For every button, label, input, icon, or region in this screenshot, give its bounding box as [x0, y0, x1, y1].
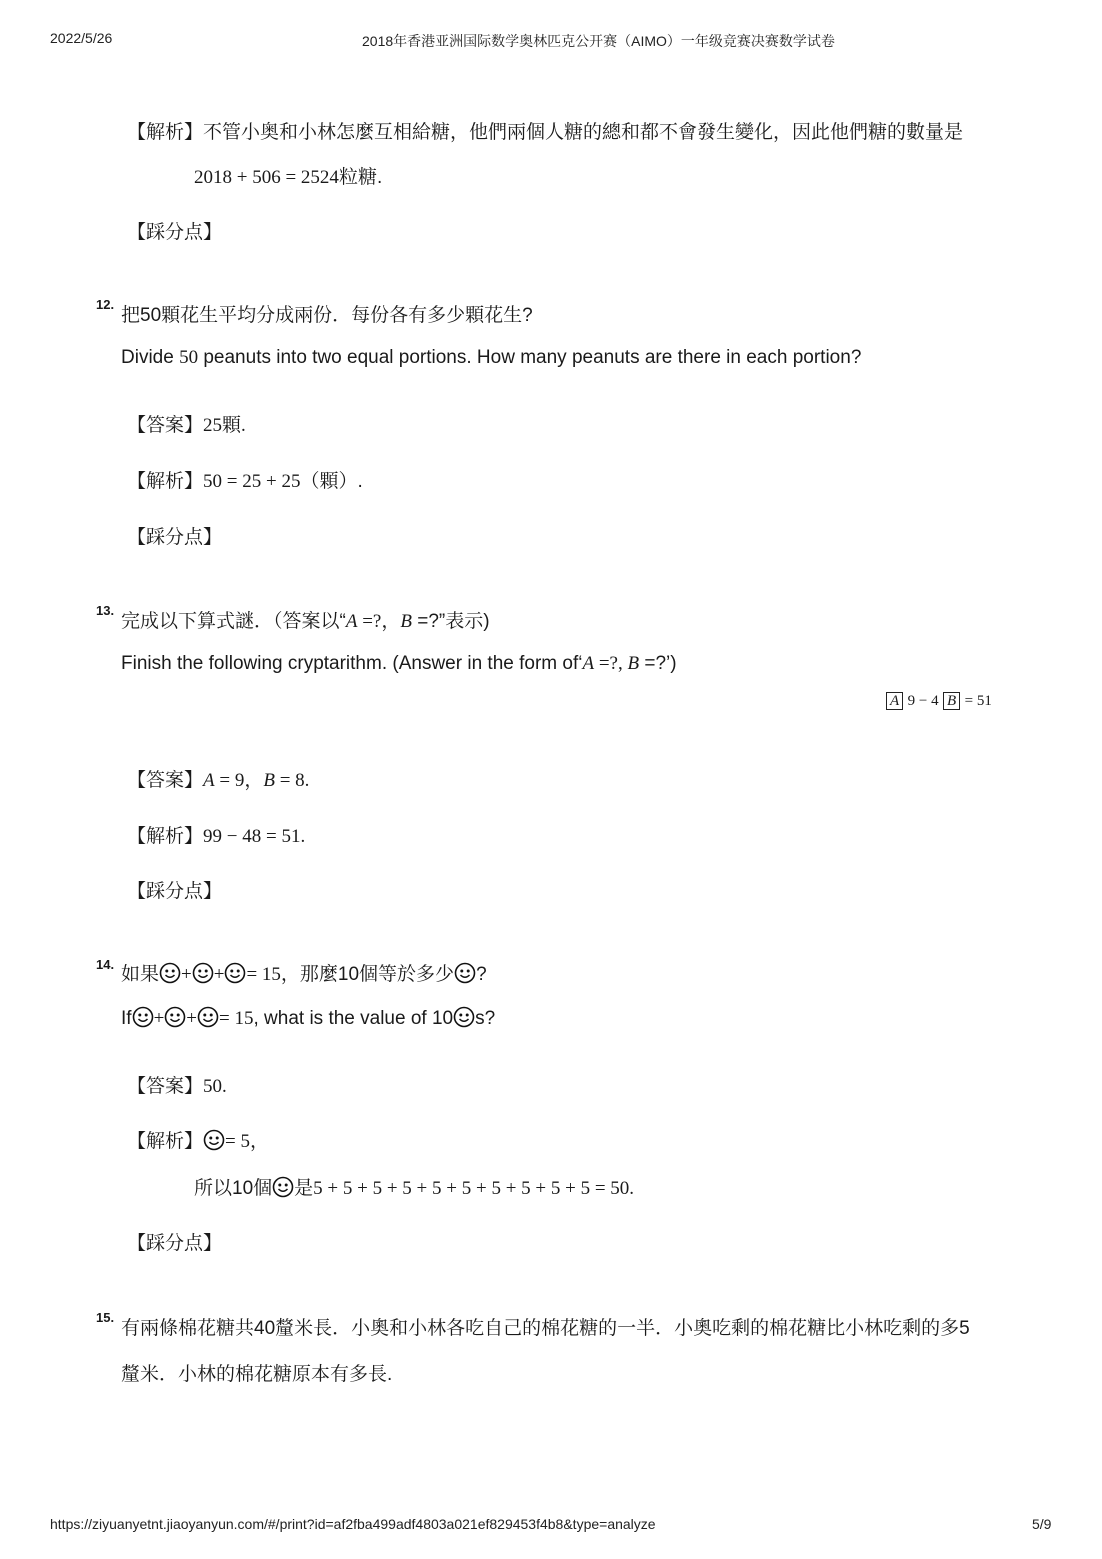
q14-number: 14. [96, 957, 115, 972]
q14-eq15: = 15 [246, 964, 281, 985]
q13-answer-b-val: = 8. [274, 770, 310, 791]
q13-answer-var-b: B [263, 770, 275, 791]
q13-box-a: A [886, 692, 903, 710]
q14-en-pre: If [121, 1008, 132, 1029]
q14-analysis2-pre: 所以10個 [194, 1178, 273, 1199]
q12-question-zh: 把50顆花生平均分成兩份．每份各有多少顆花生? [121, 305, 533, 326]
q12-question-en [121, 347, 861, 369]
q13-en-var-b: B [627, 653, 640, 674]
q14-zh-mid: ，那麼10個等於多少 [280, 964, 455, 985]
q14-analysis [127, 1126, 269, 1153]
q14-en-mid: , what is the value of 10 [253, 1008, 454, 1029]
plus-sign: + [186, 1008, 197, 1029]
q12-points-label: 【踩分点】 [127, 527, 223, 548]
q11-formula: 2018 + 506 = 2524 [194, 167, 339, 188]
q13-number: 13. [96, 603, 115, 618]
smiley-face-icon [164, 1006, 186, 1028]
q11-unit: 粒糖. [338, 167, 383, 188]
q12-en-post: peanuts into two equal portions. How many peanuts are there in each portion? [198, 347, 862, 368]
q13-analysis-formula: 99 − 48 = 51. [203, 826, 306, 847]
answer-label: 【答案】 [127, 770, 204, 791]
smiley-face-icon [453, 1006, 475, 1028]
smiley-face-icon [192, 962, 214, 984]
q12-number: 12. [96, 297, 115, 312]
q14-analysis2-mid: 是 [294, 1178, 314, 1199]
q13-en-eq1: =?, [594, 653, 628, 674]
analysis-label: 【解析】 [127, 122, 204, 143]
page-number: 5/9 [1032, 1516, 1052, 1532]
smiley-face-icon [454, 962, 476, 984]
q13-en-var-a: A [582, 653, 595, 674]
q13-zh-var-a: A [345, 611, 358, 632]
q12-en-pre: Divide [121, 347, 180, 368]
q14-answer-value: 50. [203, 1076, 227, 1097]
analysis-label: 【解析】 [127, 1131, 204, 1152]
q14-analysis2-formula: 5 + 5 + 5 + 5 + 5 + 5 + 5 + 5 + 5 + 5 = 50. [313, 1178, 635, 1199]
plus-sign: + [153, 1008, 165, 1029]
q13-zh-eq2: =?”表示) [411, 611, 490, 632]
q15-number: 15. [96, 1310, 115, 1325]
q13-question-en [121, 653, 677, 675]
q14-en-eq: = 15 [219, 1008, 254, 1029]
q12-en-num: 50 [179, 347, 199, 368]
q11-analysis-text: 不管小奥和小林怎麼互相給糖，他們兩個人糖的總和都不會發生變化，因此他們糖的數量是 [203, 122, 964, 143]
plus-sign: + [213, 964, 225, 985]
q13-answer [127, 765, 309, 792]
q13-zh-pre: 完成以下算式謎．（答案以“ [121, 611, 346, 632]
print-date: 2022/5/26 [50, 30, 113, 46]
q12-answer [127, 410, 246, 437]
page-url: https://ziyuanyetnt.jiaoyanyun.com/#/print?id=af2fba499adf4803a021ef829453f4b8&type=analyze [50, 1516, 656, 1532]
q12-analysis-unit: （顆）. [300, 471, 363, 492]
smiley-face-icon [159, 962, 181, 984]
q14-zh-pre: 如果 [121, 964, 160, 985]
smiley-face-icon [197, 1006, 219, 1028]
page-header-title: 2018年香港亚洲国际数学奥林匹克公开赛（AIMO）一年级竞赛决赛数学试卷 [362, 33, 835, 49]
q14-question-en [121, 1006, 495, 1030]
plus-sign: + [181, 964, 192, 985]
q13-question-zh [121, 606, 490, 633]
q13-en-pre: Finish the following cryptarithm. (Answer in the form of‘ [121, 653, 583, 674]
q14-analysis-eq: = 5， [225, 1131, 269, 1152]
analysis-label: 【解析】 [127, 471, 204, 492]
q14-en-end: s? [475, 1008, 496, 1029]
q12-analysis-formula: 50 = 25 + 25 [203, 471, 301, 492]
q14-points-label: 【踩分点】 [127, 1233, 223, 1254]
q14-question-zh [121, 959, 487, 986]
q14-zh-end: ? [476, 964, 487, 985]
q13-zh-eq1: =?， [357, 611, 401, 632]
q11-points-label: 【踩分点】 [127, 222, 223, 243]
q13-analysis [127, 821, 305, 848]
smiley-face-icon [203, 1129, 225, 1151]
q13-result: = 51 [964, 693, 992, 709]
q13-en-eq2: =?’) [639, 653, 677, 674]
q13-cryptarithm [886, 692, 992, 710]
smiley-face-icon [272, 1176, 294, 1198]
q12-answer-value: 25顆. [203, 415, 246, 436]
smiley-face-icon [132, 1006, 154, 1028]
q13-box-b: B [943, 692, 960, 710]
q13-points-label: 【踩分点】 [127, 881, 223, 902]
q13-zh-var-b: B [400, 611, 412, 632]
q15-question-line1: 有兩條棉花糖共40釐米長．小奧和小林各吃自己的棉花糖的一半．小奧吃剩的棉花糖比小林吃剩的多5 [121, 1318, 970, 1339]
q13-answer-var-a: A [203, 770, 215, 791]
answer-label: 【答案】 [127, 1076, 204, 1097]
q12-analysis [127, 466, 363, 493]
q11-analysis-formula-line [194, 162, 382, 189]
q13-mid: 9 − 4 [907, 693, 939, 709]
q11-analysis [127, 117, 963, 144]
q15-question-line2: 釐米．小林的棉花糖原本有多長. [121, 1364, 393, 1385]
answer-label: 【答案】 [127, 415, 204, 436]
q13-answer-a-val: = 9， [214, 770, 264, 791]
smiley-face-icon [224, 962, 246, 984]
q14-answer [127, 1071, 227, 1098]
q14-analysis-line2 [194, 1173, 634, 1200]
analysis-label: 【解析】 [127, 826, 204, 847]
